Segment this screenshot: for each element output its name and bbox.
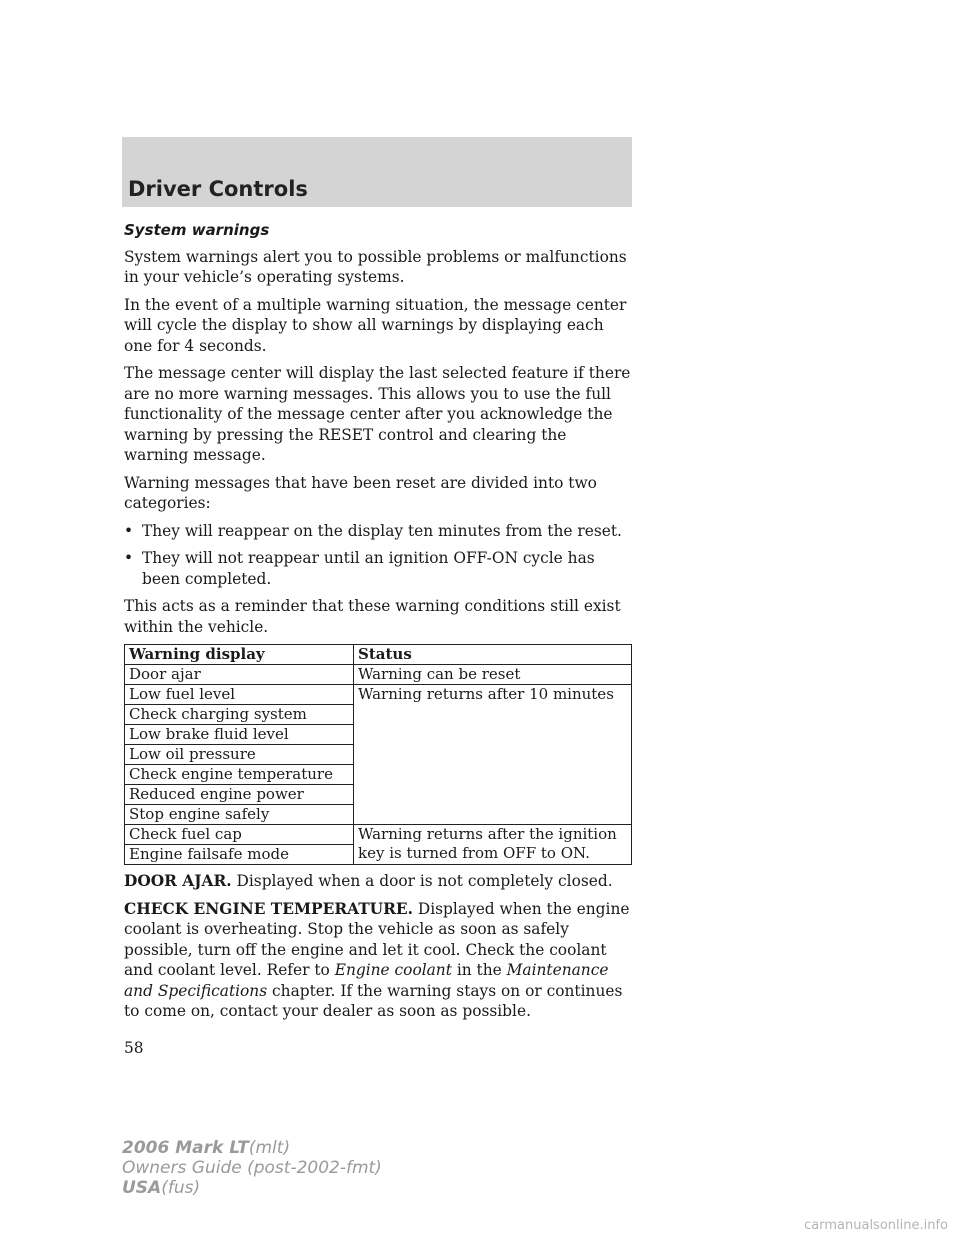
footer-market-code: (fus) <box>161 1178 201 1198</box>
footer <box>122 1138 382 1198</box>
table-row <box>125 665 632 685</box>
footer-line <box>122 1138 382 1158</box>
table-cell: Engine failsafe mode <box>125 845 354 865</box>
paragraph: System warnings alert you to possible problems or malfunctions in your vehicle’s operating systems. <box>124 247 627 286</box>
check-engine-text: chapter. If the warning stays on or continues to come on, contact your dealer as soon as possible. <box>124 981 623 1020</box>
warning-table <box>124 644 632 865</box>
check-engine-text: in the <box>456 961 502 979</box>
cross-reference: Maintenance and Specifications <box>124 961 609 1000</box>
table-cell: Stop engine safely <box>125 805 354 825</box>
bullet-text: They will not reappear until an ignition OFF-ON cycle has been completed. <box>142 549 595 588</box>
bullet-item <box>124 548 632 589</box>
table-header-row <box>125 645 632 665</box>
footer-line: Owners Guide (post-2002-fmt) <box>122 1158 382 1178</box>
cross-reference: Engine coolant <box>334 961 452 979</box>
table-cell: Warning returns after the ignition key is turned from OFF to ON. <box>354 825 632 865</box>
table-cell: Low oil pressure <box>125 745 354 765</box>
paragraph: The message center will display the last selected feature if there are no more warning messages. This allows you to use the full functionality of the message center after you acknowledge the warning by pressing the RESET control and clearing the warning message. <box>124 364 631 464</box>
bullet-icon: • <box>124 549 134 567</box>
paragraph: Warning messages that have been reset are divided into two categories: <box>124 473 597 512</box>
table-cell: Warning can be reset <box>354 665 632 685</box>
door-ajar-text: Displayed when a door is not completely closed. <box>236 872 613 890</box>
bullet-text: They will reappear on the display ten minutes from the reset. <box>142 521 622 540</box>
footer-model: 2006 Mark LT <box>122 1138 249 1158</box>
page-content <box>124 220 632 1058</box>
table-cell: Door ajar <box>125 665 354 685</box>
table-header-cell: Warning display <box>125 645 354 665</box>
bullet-icon: • <box>124 521 134 540</box>
paragraph: This acts as a reminder that these warning conditions still exist within the vehicle. <box>124 597 621 636</box>
table-cell: Check charging system <box>125 705 354 725</box>
table-row <box>125 825 632 845</box>
bullet-item <box>124 521 632 542</box>
check-engine-lead: CHECK ENGINE TEMPERATURE. <box>124 899 413 918</box>
table-cell: Check fuel cap <box>125 825 354 845</box>
check-engine-paragraph <box>124 899 632 1022</box>
footer-model-code: (mlt) <box>248 1138 291 1158</box>
table-cell: Check engine temperature <box>125 765 354 785</box>
table-header-cell: Status <box>354 645 632 665</box>
footer-market: USA <box>122 1178 162 1198</box>
chapter-header <box>122 137 632 207</box>
table-cell: Low fuel level <box>125 685 354 705</box>
watermark: carmanualsonline.info <box>804 1218 948 1233</box>
chapter-title: Driver Controls <box>128 177 308 201</box>
table-cell: Warning returns after 10 minutes <box>354 685 632 825</box>
door-ajar-lead: DOOR AJAR. <box>124 872 232 890</box>
paragraph: In the event of a multiple warning situation, the message center will cycle the display to show all warnings by displaying each one for 4 seconds. <box>124 295 627 355</box>
table-cell: Reduced engine power <box>125 785 354 805</box>
footer-line <box>122 1178 382 1198</box>
table-row <box>125 685 632 705</box>
page-number: 58 <box>124 1038 144 1057</box>
check-engine-text: Displayed when the engine coolant is overheating. Stop the vehicle as soon as safely possible, turn off the engine and let it cool. Check the coolant and coolant level. Refer to <box>124 899 630 979</box>
door-ajar-paragraph <box>124 871 632 892</box>
table-cell: Low brake fluid level <box>125 725 354 745</box>
section-heading: System warnings <box>124 221 270 239</box>
